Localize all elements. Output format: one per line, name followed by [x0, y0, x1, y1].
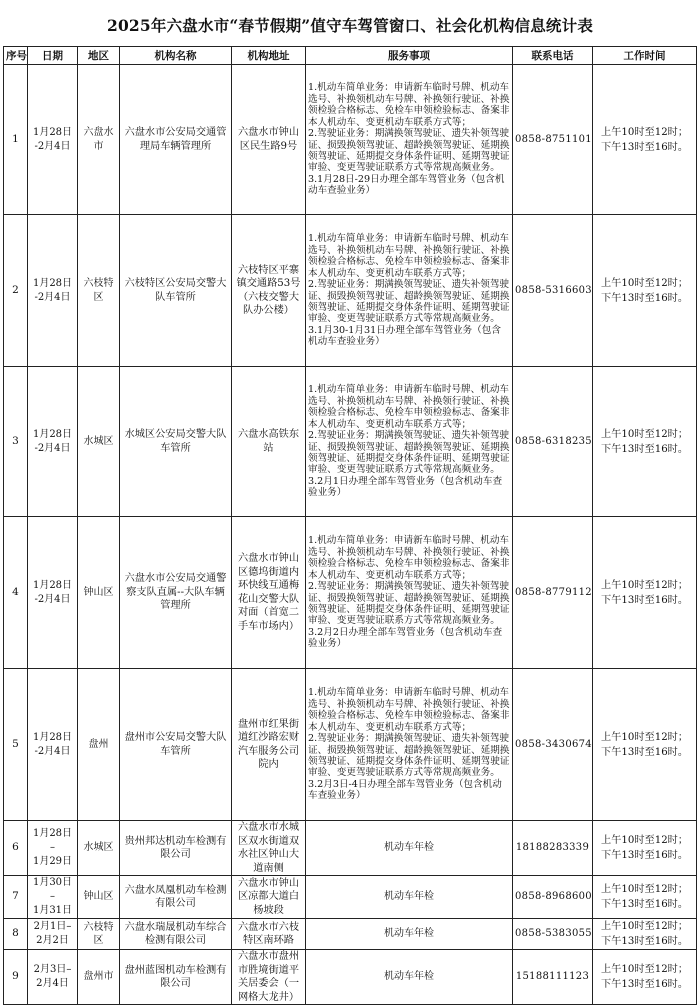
date-line: 1月28日 — [32, 579, 73, 591]
row-services — [306, 517, 513, 669]
hours-line: 下午13时至16时。 — [601, 899, 689, 910]
service-item: 2.驾驶证业务：期满换领驾驶证、遗失补领驾驶证、损毁换领驾驶证、超龄换领驾驶证、延期换领驾驶证、延期提交身体条件证明、延期驾驶证审验、变更驾驶证联系方式等常规高频业务。 — [308, 128, 510, 174]
row-number: 2 — [4, 215, 28, 367]
date-line: – — [50, 891, 55, 902]
row-region: 钟山区 — [78, 876, 120, 919]
row-date — [28, 367, 78, 517]
row-hours — [593, 669, 697, 821]
row-date — [28, 65, 78, 215]
row-services — [306, 669, 513, 821]
hours-line: 下午13时至16时。 — [601, 594, 689, 606]
row-phone: 0858-8968600 — [513, 876, 593, 919]
date-line: 2月1日– — [33, 921, 72, 932]
table-row — [4, 876, 697, 919]
service-item: 1.机动车简单业务：申请新车临时号牌、机动车选号、补换领机动车号牌、补换领行驶证、补换领检验合格标志、免检车申领检验标志、备案非本人机动车、变更机动车联系方式等； — [308, 687, 510, 733]
row-institution-name: 水城区公安局交警大队车管所 — [120, 367, 232, 517]
service-item: 1.机动车简单业务：申请新车临时号牌、机动车选号、补换领机动车号牌、补换领行驶证、补换领检验合格标志、免检车申领检验标志、备案非本人机动车、变更机动车联系方式等； — [308, 384, 510, 430]
row-date — [28, 215, 78, 367]
service-item: 机动车年检 — [384, 971, 434, 983]
row-address: 六枝特区平寨镇交通路53号（六枝交警大队办公楼） — [232, 215, 306, 367]
table-row — [4, 367, 697, 517]
row-number: 7 — [4, 876, 28, 919]
row-hours — [593, 919, 697, 950]
row-number: 4 — [4, 517, 28, 669]
info-table — [3, 46, 697, 1005]
row-region: 六枝特区 — [78, 215, 120, 367]
service-item: 1.机动车简单业务：申请新车临时号牌、机动车选号、补换领机动车号牌、补换领行驶证、补换领检验合格标志、免检车申领检验标志、备案非本人机动车、变更机动车联系方式等； — [308, 535, 510, 581]
row-address: 六盘水市钟山区凉都大道白杨坡段 — [232, 876, 306, 919]
date-line: 1月29日 — [32, 856, 73, 867]
hours-line: 下午13时至16时。 — [601, 746, 689, 758]
row-institution-name: 六盘水凤凰机动车检测有限公司 — [120, 876, 232, 919]
header-name: 机构名称 — [120, 47, 232, 65]
row-services — [306, 919, 513, 950]
row-address: 六盘水市六枝特区南环路 — [232, 919, 306, 950]
row-date — [28, 821, 78, 876]
service-item: 机动车年检 — [384, 928, 434, 940]
date-line: -2月4日 — [34, 442, 71, 454]
row-address: 六盘水市钟山区民生路9号 — [232, 65, 306, 215]
row-phone: 0858-5383055 — [513, 919, 593, 950]
date-line: -2月4日 — [34, 140, 71, 152]
row-region: 水城区 — [78, 367, 120, 517]
row-institution-name: 六盘水瑞晟机动车综合检测有限公司 — [120, 919, 232, 950]
header-services: 服务事项 — [306, 47, 513, 65]
date-line: 1月28日 — [32, 828, 73, 839]
table-row — [4, 950, 697, 1005]
row-phone: 0858-3430674 — [513, 669, 593, 821]
row-date — [28, 876, 78, 919]
row-phone: 0858-6318235 — [513, 367, 593, 517]
hours-line: 下午13时至16时。 — [601, 443, 689, 455]
service-item: 3.2月3日-4日办理全部车驾管业务（包含机动车查验业务） — [308, 778, 502, 802]
row-address: 六盘水市盘州市胜境街道平关居委会（一网格大龙井） — [232, 950, 306, 1005]
date-line: -2月4日 — [34, 745, 71, 757]
row-region: 盘州 — [78, 669, 120, 821]
row-institution-name: 六盘水市公安局交通警察支队直属--大队车辆管理所 — [120, 517, 232, 669]
row-phone: 0858-8751101 — [513, 65, 593, 215]
row-number: 8 — [4, 919, 28, 950]
table-row — [4, 215, 697, 367]
hours-line: 上午10时至12时； — [601, 835, 689, 846]
row-hours — [593, 821, 697, 876]
hours-line: 下午13时至16时。 — [601, 979, 689, 990]
row-number: 6 — [4, 821, 28, 876]
hours-line: 下午13时至16时。 — [601, 936, 689, 947]
row-services — [306, 215, 513, 367]
service-item: 2.驾驶证业务：期满换领驾驶证、遗失补领驾驶证、损毁换领驾驶证、超龄换领驾驶证、延期换领驾驶证、延期提交身体条件证明、延期驾驶证审验、变更驾驶证联系方式等常规高频业务。 — [308, 581, 510, 627]
row-institution-name: 六盘水市公安局交通管理局车辆管理所 — [120, 65, 232, 215]
row-region: 六盘水市 — [78, 65, 120, 215]
row-phone: 18188283339 — [513, 821, 593, 876]
service-item: 2.驾驶证业务：期满换领驾驶证、遗失补领驾驶证、损毁换领驾驶证、超龄换领驾驶证、延期换领驾驶证、延期提交身体条件证明、延期驾驶证审验、变更驾驶证联系方式等常规高频业务。 — [308, 733, 510, 779]
header-hours: 工作时间 — [593, 47, 697, 65]
header-address: 机构地址 — [232, 47, 306, 65]
row-number: 5 — [4, 669, 28, 821]
hours-line: 上午10时至12时； — [601, 964, 689, 975]
date-line: 1月28日 — [32, 277, 73, 289]
header-region: 地区 — [78, 47, 120, 65]
date-line: 2月3日– — [33, 964, 72, 975]
date-line: 1月30日 — [32, 877, 73, 888]
hours-line: 上午10时至12时； — [601, 428, 689, 440]
service-item: 机动车年检 — [384, 891, 434, 903]
service-item: 3.1月30-1月31日办理全部车驾管业务（包含机动车查验业务） — [308, 324, 501, 348]
row-address: 六盘水高铁东站 — [232, 367, 306, 517]
row-number: 3 — [4, 367, 28, 517]
table-row — [4, 65, 697, 215]
row-hours — [593, 367, 697, 517]
row-institution-name: 六枝特区公安局交警大队车管所 — [120, 215, 232, 367]
date-line: – — [50, 842, 55, 853]
date-line: 2月4日 — [36, 978, 69, 989]
row-address: 六盘水市水城区双水街道双水社区钟山大道南侧 — [232, 821, 306, 876]
header-phone: 联系电话 — [513, 47, 593, 65]
row-services — [306, 876, 513, 919]
row-region: 钟山区 — [78, 517, 120, 669]
row-number: 1 — [4, 65, 28, 215]
row-hours — [593, 215, 697, 367]
row-phone: 0858-8779112 — [513, 517, 593, 669]
row-address: 六盘水市钟山区德坞街道内环快线互通梅花山交警大队对面（首宽二手车市场内） — [232, 517, 306, 669]
row-services — [306, 65, 513, 215]
hours-line: 上午10时至12时； — [601, 277, 689, 289]
date-line: 1月28日 — [32, 126, 73, 138]
row-hours — [593, 65, 697, 215]
row-institution-name: 盘州市公安局交警大队车管所 — [120, 669, 232, 821]
row-services — [306, 950, 513, 1005]
hours-line: 下午13时至16时。 — [601, 850, 689, 861]
service-item: 3.2月1日办理全部车驾管业务（包含机动车查验业务） — [308, 475, 503, 499]
header-no: 序号 — [4, 47, 28, 65]
hours-line: 上午10时至12时； — [601, 579, 689, 591]
table-body — [4, 65, 697, 1005]
service-item: 2.驾驶证业务：期满换领驾驶证、遗失补领驾驶证、损毁换领驾驶证、超龄换领驾驶证、延期换领驾驶证、延期提交身体条件证明、延期驾驶证审验、变更驾驶证联系方式等常规高频业务。 — [308, 430, 510, 476]
table-row — [4, 517, 697, 669]
row-institution-name: 盘州蓝图机动车检测有限公司 — [120, 950, 232, 1005]
row-number: 9 — [4, 950, 28, 1005]
row-hours — [593, 517, 697, 669]
row-hours — [593, 876, 697, 919]
hours-line: 下午13时至16时。 — [601, 141, 689, 153]
row-region: 水城区 — [78, 821, 120, 876]
hours-line: 上午10时至12时； — [601, 921, 689, 932]
date-line: 1月28日 — [32, 731, 73, 743]
row-date — [28, 950, 78, 1005]
table-row — [4, 669, 697, 821]
row-date — [28, 517, 78, 669]
header-date: 日期 — [28, 47, 78, 65]
row-institution-name: 贵州邦达机动车检测有限公司 — [120, 821, 232, 876]
row-date — [28, 669, 78, 821]
date-line: 1月28日 — [32, 428, 73, 440]
hours-line: 下午13时至16时。 — [601, 292, 689, 304]
table-row — [4, 821, 697, 876]
row-address: 盘州市红果街道红沙路宏财汽车服务公司院内 — [232, 669, 306, 821]
page-title: 2025年六盘水市“春节假期”值守车驾管窗口、社会化机构信息统计表 — [106, 16, 594, 35]
row-services — [306, 367, 513, 517]
date-line: 2月2日 — [36, 935, 69, 946]
row-region: 六枝特区 — [78, 919, 120, 950]
hours-line: 上午10时至12时； — [601, 126, 689, 138]
service-item: 1.机动车简单业务：申请新车临时号牌、机动车选号、补换领机动车号牌、补换领行驶证、补换领检验合格标志、免检车申领检验标志、备案非本人机动车、变更机动车联系方式等； — [308, 233, 510, 279]
row-date — [28, 919, 78, 950]
hours-line: 上午10时至12时； — [601, 884, 689, 895]
hours-line: 上午10时至12时； — [601, 731, 689, 743]
date-line: 1月31日 — [32, 905, 73, 916]
service-item: 3.2月2日办理全部车驾管业务（包含机动车查验业务） — [308, 626, 503, 650]
header-row — [4, 47, 697, 65]
table-row — [4, 919, 697, 950]
service-item: 机动车年检 — [384, 842, 434, 854]
service-item: 2.驾驶证业务：期满换领驾驶证、遗失补领驾驶证、损毁换领驾驶证、超龄换领驾驶证、延期换领驾驶证、延期提交身体条件证明、延期驾驶证审验、变更驾驶证联系方式等常规高频业务。 — [308, 279, 510, 325]
date-line: -2月4日 — [34, 291, 71, 303]
row-hours — [593, 950, 697, 1005]
date-line: -2月4日 — [34, 593, 71, 605]
row-phone: 0858-5316603 — [513, 215, 593, 367]
service-item: 1.机动车简单业务：申请新车临时号牌、机动车选号、补换领机动车号牌、补换领行驶证、补换领检验合格标志、免检车申领检验标志、备案非本人机动车、变更机动车联系方式等； — [308, 82, 510, 128]
row-phone: 15188111123 — [513, 950, 593, 1005]
row-services — [306, 821, 513, 876]
row-region: 盘州市 — [78, 950, 120, 1005]
service-item: 3.1月28日-29日办理全部车驾管业务（包含机动车查验业务） — [308, 173, 505, 197]
